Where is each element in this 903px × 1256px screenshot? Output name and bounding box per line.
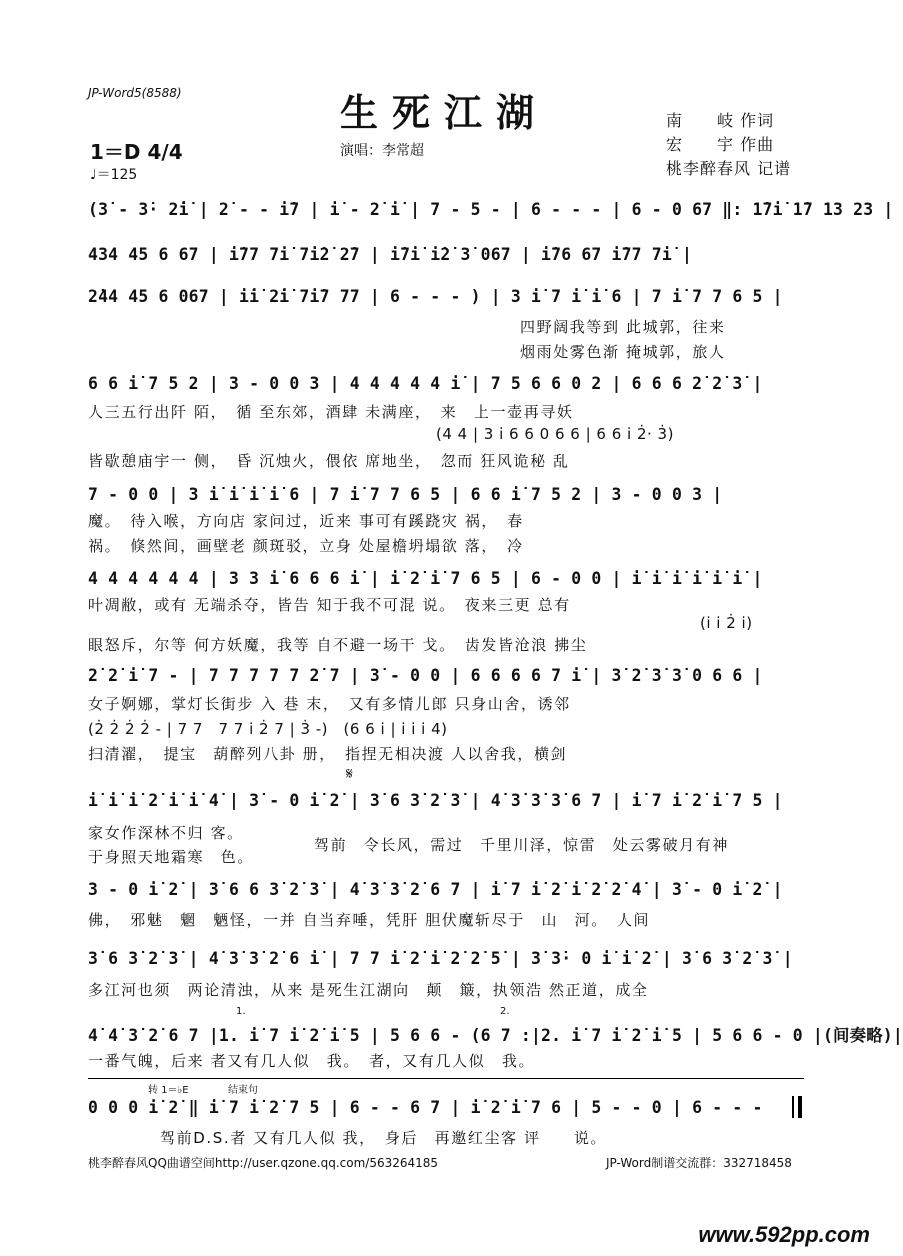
lyric-line-6b: 眼怒斥，尔等 何方妖魔，我等 自不避一场干 戈。 齿发皆沧浪 拂尘	[88, 636, 588, 654]
staff-line-10: 3̇ 6 3̇ 2̇ 3̇ | 4̇ 3̇ 3̇ 2̇ 6 i̇ | 7 7 i̇ 2̇ i̇ 2̇ 2̇ 5̇ | 3̇ 3̇· 0 i̇ i̇ 2̇ | 3̇ 6 3̇ 2̇ 3̇ |	[88, 949, 793, 968]
lyric-line-7a: 女子婀娜，掌灯长街步 入 巷 末， 又有多情儿郎 只身山舍，诱邻	[88, 695, 571, 713]
final-barline-thick	[798, 1096, 802, 1118]
lyric-line-8-bridge: 驾前 令长风，需过 千里川泽，惊雷 处云雾破月有神	[314, 836, 730, 854]
staff-line-11: 4̇ 4̇ 3̇ 2̇ 6 7 |1. i̇ 7 i̇ 2̇ i̇ 5 | 5 6 6 - (6 7 :|2. i̇ 7 i̇ 2̇ i̇ 5 | 5 6 6 - 0 |(间奏略)|	[88, 1026, 903, 1045]
lyric-line-6-parenthetical: (i̇ i̇ 2̇ i̇)	[700, 614, 753, 632]
lyric-line-8a: 家女作深林不归 客。	[88, 824, 244, 842]
staff-line-4: 6 6 i̇ 7 5 2 | 3 - 0 0 3 | 4 4 4 4 4 i̇ | 7 5 6 6 0 2 | 6 6 6 2̇ 2̇ 3̇ |	[88, 374, 763, 393]
lyric-line-5b: 祸。 倏然间，画壁老 颜斑驳，立身 处屋檐坍塌欲 落， 冷	[88, 537, 524, 555]
staff-line-8: i̇ i̇ i̇ 2̇ i̇ i̇ 4̇ | 3̇ - 0 i̇ 2̇ | 3̇ 6 3̇ 2̇ 3̇ | 4̇ 3̇ 3̇ 3̇ 6 7 | i̇ 7 i̇ 2̇ i̇ 7 5 |	[88, 791, 783, 810]
final-barline-thin	[792, 1096, 794, 1118]
software-label: JP-Word5(8588)	[88, 86, 182, 100]
lyric-line-5a: 魔。 待入喉，方向店 家问过，近来 事可有蹊跷灾 祸， 春	[88, 512, 524, 530]
lyric-line-7-parenthetical: (2̇ 2̇ 2̇ 2̇ - | 7 7 7 7 i̇ 2̇ 7 | 3̇ -) (6 6 i̇ | i̇ i̇ i̇ 4)	[88, 720, 448, 738]
lyric-line-8b: 于身照天地霜寒 色。	[88, 848, 255, 866]
staff-line-9: 3 - 0 i̇ 2̇ | 3̇ 6 6 3̇ 2̇ 3̇ | 4̇ 3̇ 3̇ 2̇ 6 7 | i̇ 7 i̇ 2̇ i̇ 2̇ 2̇ 4̇ | 3̇ - 0 i̇ 2̇ |	[88, 880, 783, 899]
transcriber-credit: 桃李醉春风 记谱	[666, 159, 792, 178]
staff-line-6: 4 4 4 4 4 4 | 3 3 i̇ 6 6 6 i̇ | i̇ 2̇ i̇ 7 6 5 | 6 - 0 0 | i̇ i̇ i̇ i̇ i̇ i̇ |	[88, 569, 763, 588]
section-divider	[88, 1078, 804, 1079]
lyric-verse2-a: 烟雨处雾色渐 掩城郭，旅人	[520, 343, 726, 361]
watermark: www.592pp.com	[698, 1222, 870, 1247]
staff-line-1: (3̇ - 3̇· 2̇i̇ | 2̇ - - i̇7 | i̇ - 2̇ i̇ | 7 - 5 - | 6 - - - | 6 - 0 67 ‖: 1̇7i̇ 1̇7 13 23 |	[88, 200, 894, 219]
singer-credit: 演唱：李常超	[340, 143, 424, 159]
lyric-line-4a: 人三五行出阡 陌， 循 至东郊，酒肆 未满座， 来 上一壶再寻妖	[88, 403, 574, 421]
lyric-verse1-a: 四野阔我等到 此城郭，往来	[520, 318, 726, 336]
lyric-line-12: 驾前D.S.者 又有几人似 我， 身后 再邀红尘客 评 说。	[160, 1129, 608, 1147]
staff-line-12: 0 0 0 i̇ 2̇ ‖ i̇ 7 i̇ 2̇ 7 5 | 6 - - 6 7 | i̇ 2̇ i̇ 7 6 | 5 - - 0 | 6 - - -	[88, 1098, 763, 1117]
lyric-line-4-parenthetical: (4 4 | 3 i̇ 6 6 0 6 6 | 6 6 i̇ 2̇· 3̇)	[436, 425, 674, 443]
footer-left: 桃李醉春风QQ曲谱空间http://user.qzone.qq.com/563264185	[88, 1156, 439, 1170]
lyric-line-11: 一番气魄，后来 者又有几人似 我。 者，又有几人似 我。	[88, 1052, 536, 1070]
staff-line-5: 7 - 0 0 | 3 i̇ i̇ i̇ i̇ 6 | 7 i̇ 7 7 6 5 | 6 6 i̇ 7 5 2 | 3 - 0 0 3 |	[88, 485, 723, 504]
key-signature: 1＝D 4/4	[90, 140, 183, 164]
lyricist-credit: 南 岐 作词	[666, 111, 775, 130]
tempo-marking: ♩＝125	[90, 167, 138, 183]
lyric-line-10: 多江河也须 两论清浊，从来 是死生江湖向 颠 簸，执领浩 然正道，成全	[88, 981, 649, 999]
key-change-label: 转 1＝♭E	[148, 1085, 189, 1096]
volta-1-label: 1.	[236, 1006, 246, 1017]
lyric-line-7b: 扫清濯， 提宝 葫醉列八卦 册， 指捏无相决渡 人以舍我，横剑	[88, 745, 568, 763]
song-title: 生死江湖	[339, 90, 548, 135]
segno-mark: 𝄋	[346, 764, 353, 783]
lyric-line-4b: 皆歇憩庙宇一 侧， 昏 沉烛火，偎依 席地坐， 忽而 狂风诡秘 乱	[88, 452, 570, 470]
volta-2-label: 2.	[500, 1006, 510, 1017]
lyric-line-6a: 叶凋敝，或有 无端杀夺，皆告 知于我不可混 说。 夜来三更 总有	[88, 596, 571, 614]
lyric-line-9: 佛， 邪魅 魍 魉怪，一并 自当弃唾，凭肝 胆伏魔斩尽于 山 河。 人间	[88, 911, 651, 929]
staff-line-7: 2̇ 2̇ i̇ 7 - | 7 7 7 7 7 2̇ 7 | 3̇ - 0 0 | 6 6 6 6 7 i̇ | 3̇ 2̇ 3̇ 3̇ 0 6 6 |	[88, 666, 763, 685]
composer-credit: 宏 宇 作曲	[666, 135, 775, 154]
staff-line-3: 2̇44 45 6 067 | i̇i̇ 2̇i̇ 7i̇7 77 | 6 - - - ) | 3 i̇ 7 i̇ i̇ 6 | 7 i̇ 7 7 6 5 |	[88, 287, 783, 306]
ending-label: 结束句	[228, 1085, 258, 1096]
staff-line-2: 434 45 6 67 | i̇77 7i̇ 7i̇2̇ 2̇7 | i̇7i̇ i̇2̇ 3̇ 067 | i̇76 67 i̇77 7i̇ |	[88, 245, 693, 264]
footer-right: JP-Word制谱交流群：332718458	[606, 1156, 792, 1170]
